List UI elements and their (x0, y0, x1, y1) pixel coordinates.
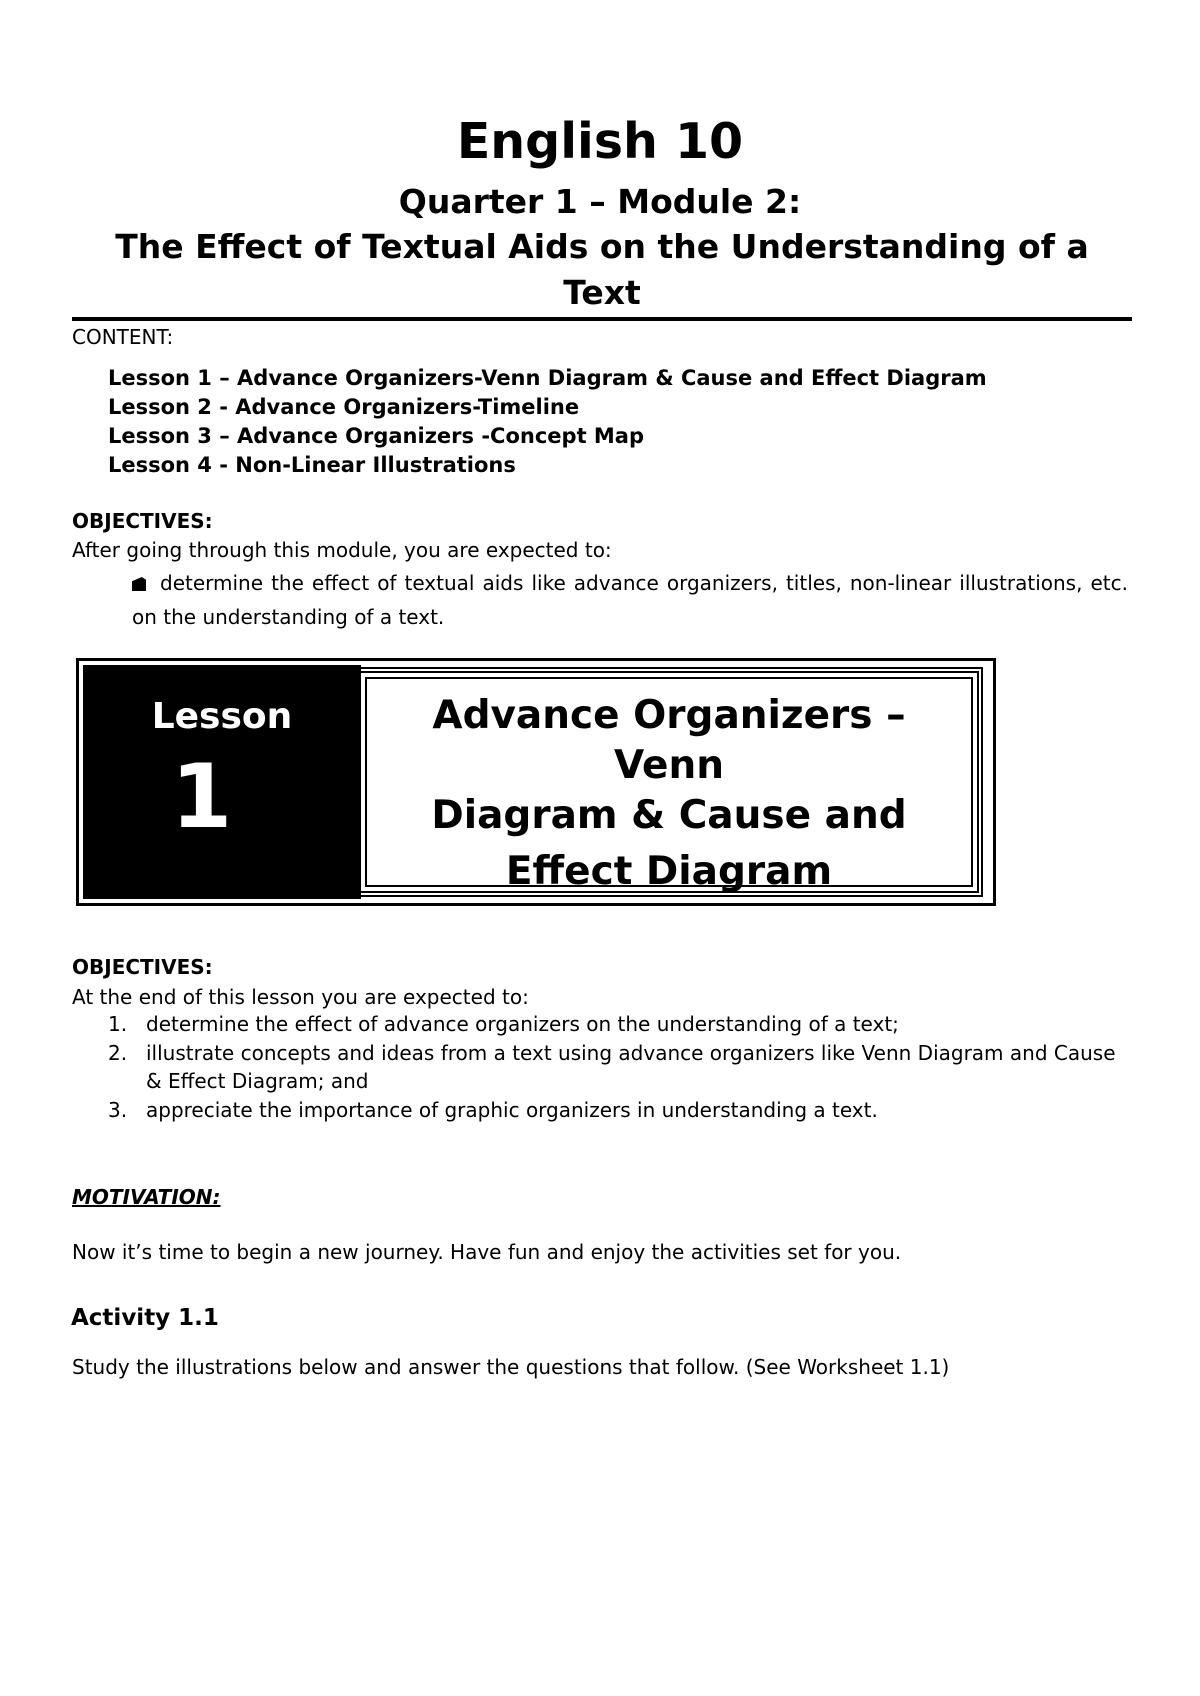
lesson-objectives-list (108, 1010, 1132, 1125)
lesson-badge (83, 665, 361, 899)
content-label: CONTENT: (72, 325, 174, 349)
module-objectives-intro: After going through this module, you are expected to: (72, 538, 612, 562)
module-objective-text: determine the effect of textual aids like advance organizers, titles, non-linear illustrations, etc. on the understanding of a text. (132, 571, 1128, 629)
module-heading: Quarter 1 – Module 2: (398, 182, 802, 221)
lesson-objective-item (108, 1096, 1132, 1125)
motivation-text: Now it’s time to begin a new journey. Have fun and enjoy the activities set for you. (72, 1240, 902, 1264)
lesson-objectives-label: OBJECTIVES: (72, 955, 213, 979)
lesson-objective-text: illustrate concepts and ideas from a text using advance organizers like Venn Diagram and Cause & Effect Diagram; and (146, 1040, 1116, 1094)
module-objectives-label: OBJECTIVES: (72, 509, 213, 533)
lesson-title-line: Venn (613, 743, 725, 788)
lesson-list-item: Lesson 3 – Advance Organizers -Concept Map (108, 424, 645, 448)
lesson-list-item: Lesson 1 – Advance Organizers-Venn Diagram & Cause and Effect Diagram (108, 366, 987, 390)
lesson-objectives-intro: At the end of this lesson you are expected to: (72, 985, 529, 1009)
lesson-badge-number: 1 (171, 745, 233, 848)
lesson-list-item: Lesson 2 - Advance Organizers-Timeline (108, 395, 580, 419)
title-divider (72, 317, 1132, 321)
motivation-label: MOTIVATION: (72, 1185, 221, 1209)
lesson-title-line: Effect Diagram (505, 849, 833, 894)
lesson-title (367, 691, 971, 897)
lesson-title-box (355, 667, 983, 897)
lesson-objective-text: appreciate the importance of graphic organizers in understanding a text. (146, 1098, 878, 1123)
activity-title: Activity 1.1 (71, 1305, 219, 1331)
page-title: English 10 (456, 113, 744, 170)
lesson-objective-item (108, 1039, 1132, 1096)
lesson-title-frame (365, 677, 973, 894)
list-number: 2. (108, 1040, 128, 1065)
lesson-objective-text: determine the effect of advance organizers on the understanding of a text; (146, 1012, 899, 1036)
lesson-list (108, 364, 987, 480)
module-objective-item (132, 566, 1128, 634)
lesson-title-line: Advance Organizers – (432, 693, 906, 738)
lesson-list-item: Lesson 4 - Non-Linear Illustrations (108, 453, 516, 477)
lesson-title-line: Diagram & Cause and (431, 793, 907, 838)
activity-instructions: Study the illustrations below and answer the questions that follow. (See Worksheet 1.1) (72, 1355, 950, 1379)
bullet-icon (132, 577, 146, 591)
list-number: 3. (108, 1098, 128, 1123)
lesson-objective-item (108, 1010, 1132, 1039)
lesson-badge-label: Lesson (151, 696, 293, 737)
list-number: 1. (108, 1012, 128, 1036)
lesson-banner (76, 658, 996, 906)
module-subtitle: The Effect of Textual Aids on the Understanding of a Text (115, 227, 1089, 312)
